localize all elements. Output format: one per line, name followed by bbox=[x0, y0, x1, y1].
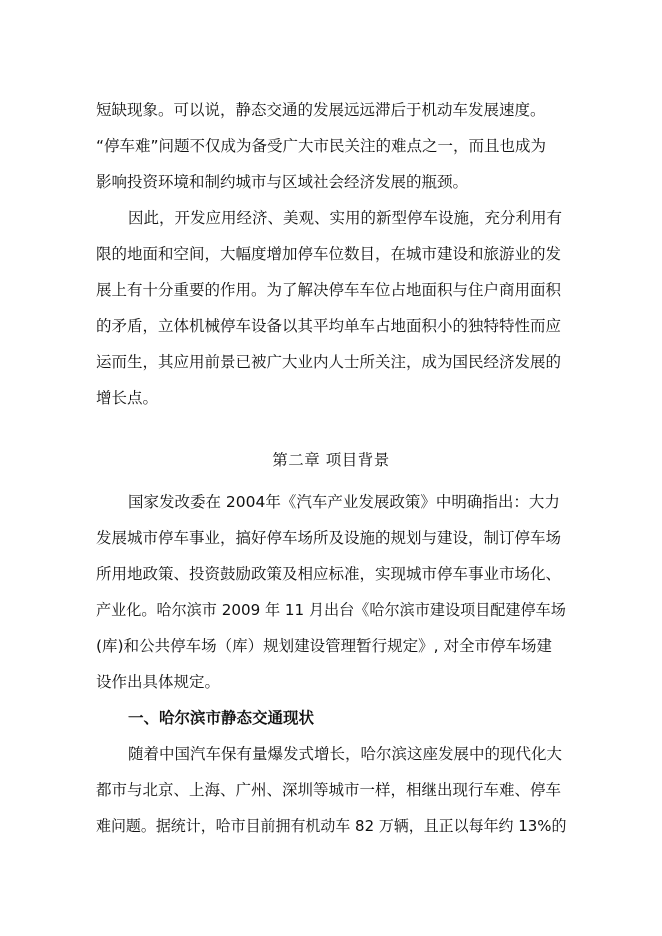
paragraph3-line-5: (库)和公共停车场（库）规划建设管理暂行规定》, 对全市停车场建 bbox=[96, 637, 552, 655]
paragraph3-line-4: 产业化。哈尔滨市 2009 年 11 月出台《哈尔滨市建设项目配建停车场 bbox=[96, 601, 566, 619]
paragraph1-line-1: 短缺现象。可以说，静态交通的发展远远滞后于机动车发展速度。 bbox=[96, 101, 546, 119]
paragraph3-line-6: 设作出具体规定。 bbox=[96, 673, 221, 691]
paragraph2-line-2: 限的地面和空间，大幅度增加停车位数目，在城市建设和旅游业的发 bbox=[96, 245, 562, 263]
paragraph3-line-1: 国家发改委在 2004年《汽车产业发展政策》中明确指出：大力 bbox=[128, 493, 560, 511]
paragraph4-line-1: 随着中国汽车保有量爆发式增长，哈尔滨这座发展中的现代化大 bbox=[128, 745, 563, 763]
paragraph2-line-3: 展上有十分重要的作用。为了解决停车车位占地面积与住户商用面积 bbox=[96, 281, 562, 299]
paragraph2-line-5: 运而生，其应用前景已被广大业内人士所关注，成为国民经济发展的 bbox=[96, 353, 562, 371]
paragraph2-line-6: 增长点。 bbox=[96, 389, 159, 407]
paragraph1-line-2: “停车难”问题不仅成为备受广大市民关注的难点之一，而且也成为 bbox=[96, 137, 547, 155]
paragraph1-line-3: 影响投资环境和制约城市与区域社会经济发展的瓶颈。 bbox=[96, 173, 469, 191]
paragraph3-line-3: 所用地政策、投资鼓励政策及相应标准，实现城市停车事业市场化、 bbox=[96, 565, 562, 583]
paragraph4-line-3: 难问题。据统计，哈市目前拥有机动车 82 万辆，且正以每年约 13%的 bbox=[96, 817, 567, 835]
paragraph2-line-1: 因此，开发应用经济、美观、实用的新型停车设施，充分利用有 bbox=[128, 209, 563, 227]
section-heading: 一、哈尔滨市静态交通现状 bbox=[128, 709, 315, 727]
chapter-heading: 第二章 项目背景 bbox=[272, 451, 390, 469]
paragraph4-line-2: 都市与北京、上海、广州、深圳等城市一样，相继出现行车难、停车 bbox=[96, 781, 562, 799]
paragraph3-line-2: 发展城市停车事业，搞好停车场所及设施的规划与建设，制订停车场 bbox=[96, 529, 562, 547]
paragraph2-line-4: 的矛盾，立体机械停车设备以其平均单车占地面积小的独特特性而应 bbox=[96, 317, 562, 335]
